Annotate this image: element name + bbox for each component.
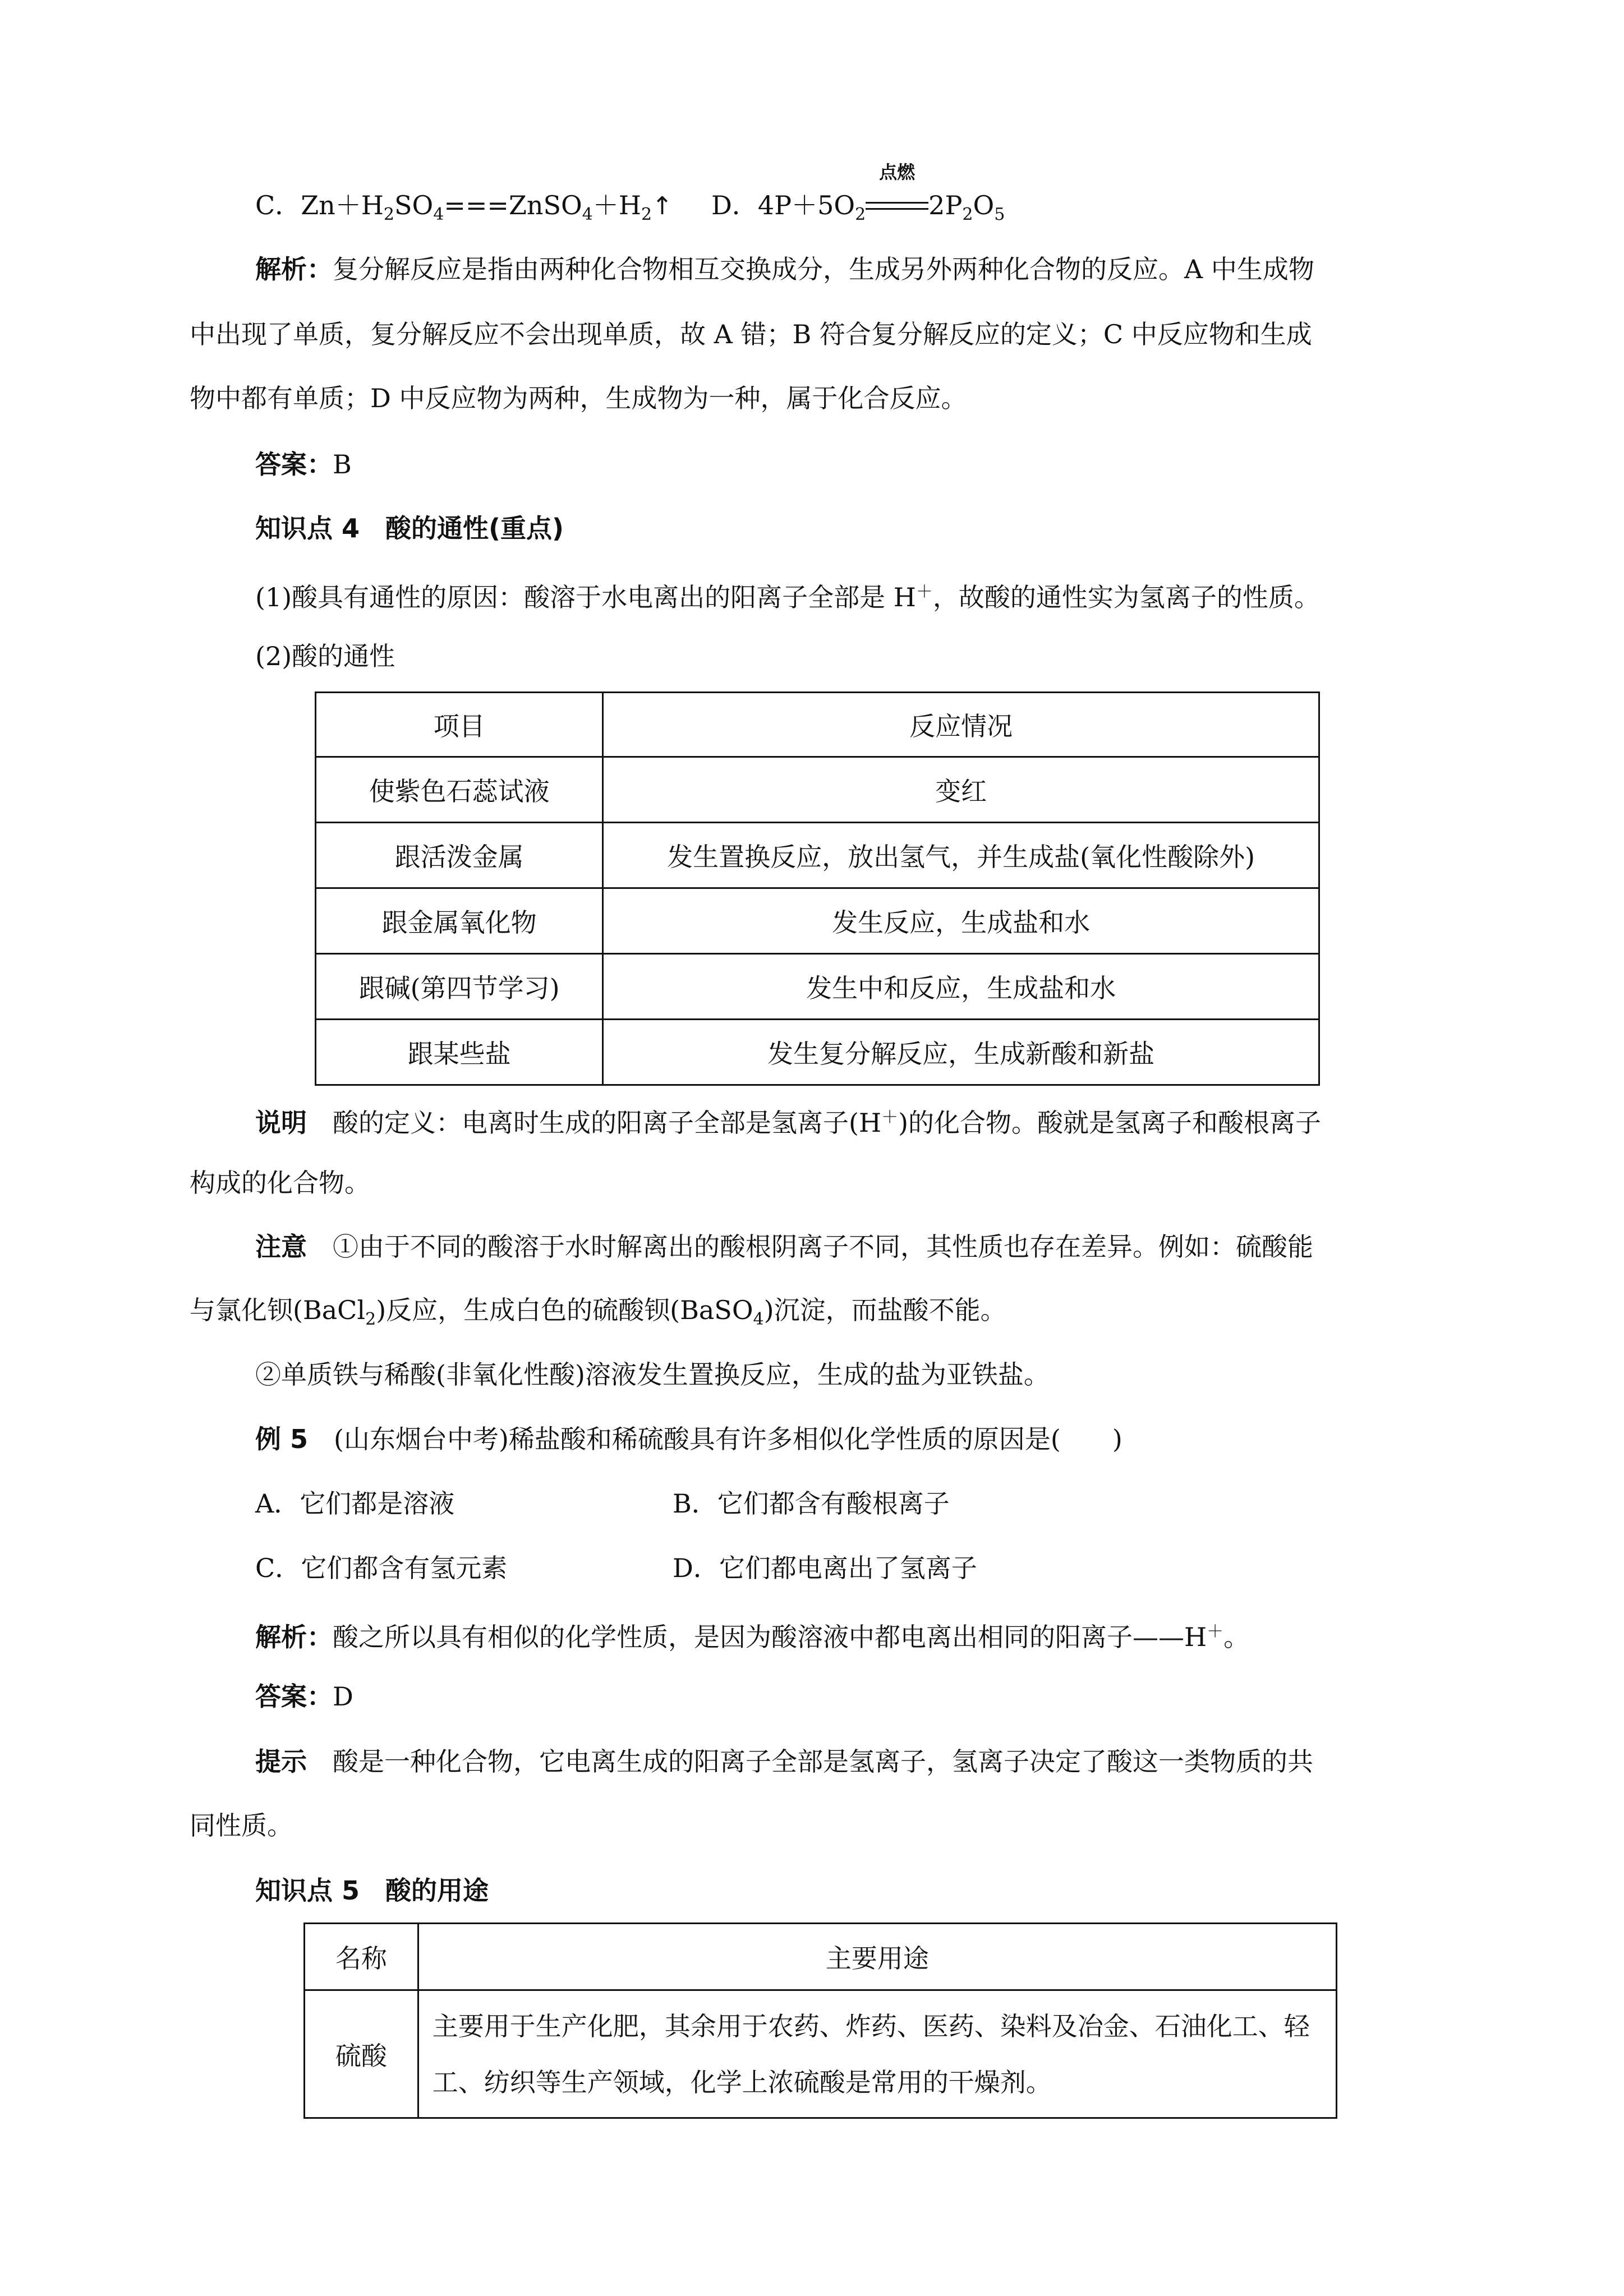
example5-option-a: A．它们都是溶液 xyxy=(255,1488,455,1519)
up-arrow-icon: ↑ xyxy=(652,192,673,220)
option-d: D．$4P+5O_2$ 点燃 $2P_2O_5$ xyxy=(711,162,1005,224)
table-row xyxy=(316,1020,1319,1085)
table-cell: 跟碱(第四节学习) xyxy=(316,954,603,1020)
reaction-condition: 点燃 xyxy=(866,188,928,223)
table-header-cell: 项目 xyxy=(316,693,603,757)
table-cell: 变红 xyxy=(603,757,1319,823)
table-cell: 硫酸 xyxy=(305,1990,418,2118)
table-row xyxy=(316,888,1319,954)
q4-analysis-line1: 解析：复分解反应是指由两种化合物相互交换成分，生成另外两种化合物的反应。A 中生成物 xyxy=(255,254,1314,284)
kp4-note-line1: 说明 酸的定义：电离时生成的阳离子全部是氢离子(H＋)的化合物。酸就是氢离子和酸根离子 xyxy=(255,1108,1322,1138)
table-cell: 发生复分解反应，生成新酸和新盐 xyxy=(603,1020,1319,1085)
example5-tip-line2: 同性质。 xyxy=(190,1810,293,1841)
table-cell: 发生反应，生成盐和水 xyxy=(603,888,1319,954)
example5-stem: 例 5 (山东烟台中考)稀盐酸和稀硫酸具有许多相似化学性质的原因是( ) xyxy=(255,1424,1122,1454)
example5-analysis: 解析：酸之所以具有相似的化学性质，是因为酸溶液中都电离出相同的阳离子——H＋。 xyxy=(255,1622,1250,1652)
table-row xyxy=(316,757,1319,823)
table-cell: 主要用于生产化肥，其余用于农药、炸药、医药、染料及冶金、石油化工、轻工、纺织等生产领域，化学上浓硫酸是常用的干燥剂。 xyxy=(418,1990,1336,2118)
table-cell: 使紫色石蕊试液 xyxy=(316,757,603,823)
table-cell: 发生中和反应，生成盐和水 xyxy=(603,954,1319,1020)
table-row xyxy=(316,823,1319,888)
q4-answer: 答案：B xyxy=(255,449,352,480)
q4-analysis-line2: 中出现了单质，复分解反应不会出现单质，故 A 错；B 符合复分解反应的定义；C 中反应物和生成 xyxy=(190,319,1312,349)
option-c: C．$Zn+H_2SO_4===ZnSO_4+H_2↑$ xyxy=(255,190,673,224)
table-cell: 发生置换反应，放出氢气，并生成盐(氧化性酸除外) xyxy=(603,823,1319,888)
table-row xyxy=(316,954,1319,1020)
kp4-p2: (2)酸的通性 xyxy=(255,641,395,671)
table-row xyxy=(305,1990,1337,2118)
kp4-note-line2: 构成的化合物。 xyxy=(190,1168,370,1198)
table-header-row xyxy=(305,1924,1337,1990)
kp4-p1: (1)酸具有通性的原因：酸溶于水电离出的阳离子全部是 H＋，故酸的通性实为氢离子的性质。 xyxy=(255,582,1320,612)
kp4-attention-line3: ②单质铁与稀酸(非氧化性酸)溶液发生置换反应，生成的盐为亚铁盐。 xyxy=(255,1359,1050,1390)
kp4-attention-line2: 与氯化钡(BaCl$_2$)反应，生成白色的硫酸钡(BaSO$_4$)沉淀，而盐酸不能。 xyxy=(190,1295,1006,1329)
table-header-cell: 名称 xyxy=(305,1924,418,1990)
q4-analysis-line3: 物中都有单质；D 中反应物为两种，生成物为一种，属于化合反应。 xyxy=(190,383,967,413)
acid-properties-table xyxy=(315,691,1320,1086)
table-header-cell: 反应情况 xyxy=(603,693,1319,757)
table-cell: 跟活泼金属 xyxy=(316,823,603,888)
kp5-title: 知识点 5 酸的用途 xyxy=(255,1875,489,1906)
example5-option-d: D．它们都电离出了氢离子 xyxy=(673,1553,977,1583)
kp4-title: 知识点 4 酸的通性(重点) xyxy=(255,513,564,543)
acid-usage-table xyxy=(303,1922,1337,2119)
example5-answer: 答案：D xyxy=(255,1681,353,1712)
table-header-cell: 主要用途 xyxy=(418,1924,1336,1990)
example5-tip-line1: 提示 酸是一种化合物，它电离生成的阳离子全部是氢离子，氢离子决定了酸这一类物质的共 xyxy=(255,1746,1313,1777)
table-cell: 跟金属氧化物 xyxy=(316,888,603,954)
example5-option-c: C．它们都含有氢元素 xyxy=(255,1553,508,1583)
kp4-attention-line1: 注意 ①由于不同的酸溶于水时解离出的酸根阴离子不同，其性质也存在差异。例如：硫酸能 xyxy=(255,1232,1313,1262)
example5-option-b: B．它们都含有酸根离子 xyxy=(673,1488,950,1519)
table-cell: 跟某些盐 xyxy=(316,1020,603,1085)
table-header-row xyxy=(316,693,1319,757)
